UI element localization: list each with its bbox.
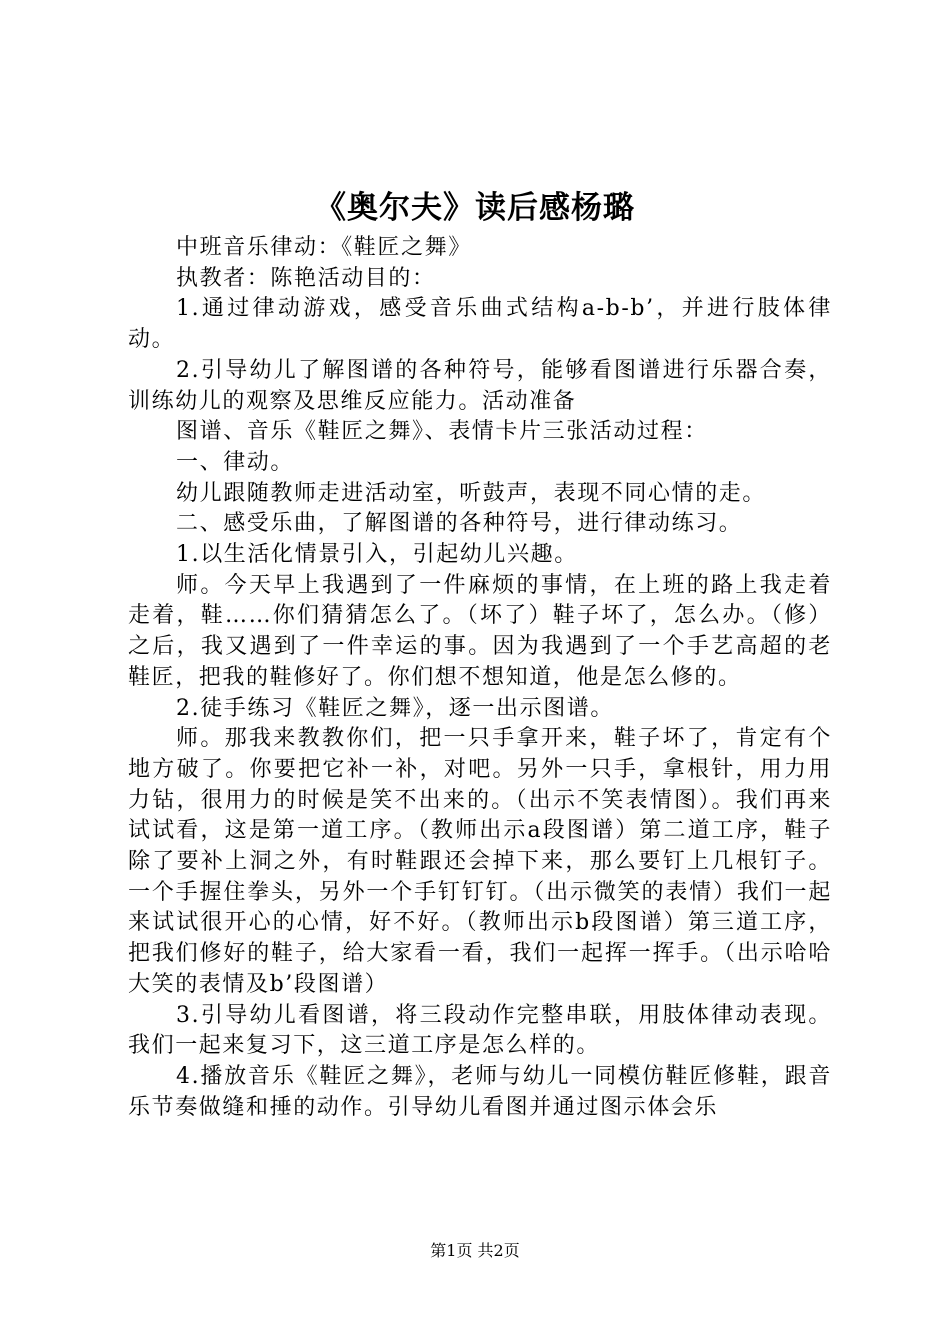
document-title: 《奥尔夫》读后感杨璐 (315, 190, 635, 226)
paragraph: 师。今天早上我遇到了一件麻烦的事情，在上班的路上我走着走着，鞋……你们猜猜怎么了。（坏了）鞋子坏了，怎么办。（修）之后，我又遇到了一件幸运的事。因为我遇到了一个手艺高超的老鞋匠，把我的鞋修好了。你们想不想知道，他是怎么修的。 (128, 572, 832, 690)
paragraph: 1.通过律动游戏，感受音乐曲式结构a-b-b’，并进行肢体律动。 (128, 296, 832, 353)
paragraph: 1.以生活化情景引入，引起幼儿兴趣。 (176, 542, 578, 568)
paragraph: 师。那我来教教你们，把一只手拿开来，鞋子坏了，肯定有个地方破了。你要把它补一补，对吧。另外一只手，拿根针，用力用力钻，很用力的时候是笑不出来的。（出示不笑表情图）。我们再来试试看，这是第一道工序。（教师出示a段图谱）第二道工序，鞋子除了要补上洞之外，有时鞋跟还会掉下来，那么要钉上几根钉子。一个手握住拳头，另外一个手钉钉钉。（出示微笑的表情）我们一起来试试很开心的心情，好不好。（教师出示b段图谱）第三道工序，把我们修好的鞋子，给大家看一看，我们一起挥一挥手。（出示哈哈大笑的表情及b’段图谱） (128, 726, 832, 997)
paragraph: 幼儿跟随教师走进活动室，听鼓声，表现不同心情的走。 (176, 480, 767, 506)
paragraph: 执教者：陈艳活动目的： (176, 265, 436, 291)
paragraph: 图谱、音乐《鞋匠之舞》、表情卡片三张活动过程： (176, 419, 708, 445)
paragraph: 2.徒手练习《鞋匠之舞》，逐一出示图谱。 (176, 695, 614, 721)
paragraph: 3.引导幼儿看图谱，将三段动作完整串联，用肢体律动表现。我们一起来复习下，这三道工序是怎么样的。 (128, 1002, 832, 1059)
paragraph: 一、律动。 (176, 449, 295, 475)
page-footer: 第1页 共2页 (430, 1241, 520, 1260)
paragraph: 二、感受乐曲，了解图谱的各种符号，进行律动练习。 (176, 511, 743, 537)
paragraph: 2.引导幼儿了解图谱的各种符号，能够看图谱进行乐器合奏，训练幼儿的观察及思维反应能力。活动准备 (128, 357, 832, 414)
document-body (128, 233, 832, 1123)
paragraph: 中班音乐律动：《鞋匠之舞》 (176, 235, 472, 260)
paragraph: 4.播放音乐《鞋匠之舞》，老师与幼儿一同模仿鞋匠修鞋，跟音乐节奏做缝和捶的动作。引导幼儿看图并通过图示体会乐 (128, 1063, 832, 1120)
